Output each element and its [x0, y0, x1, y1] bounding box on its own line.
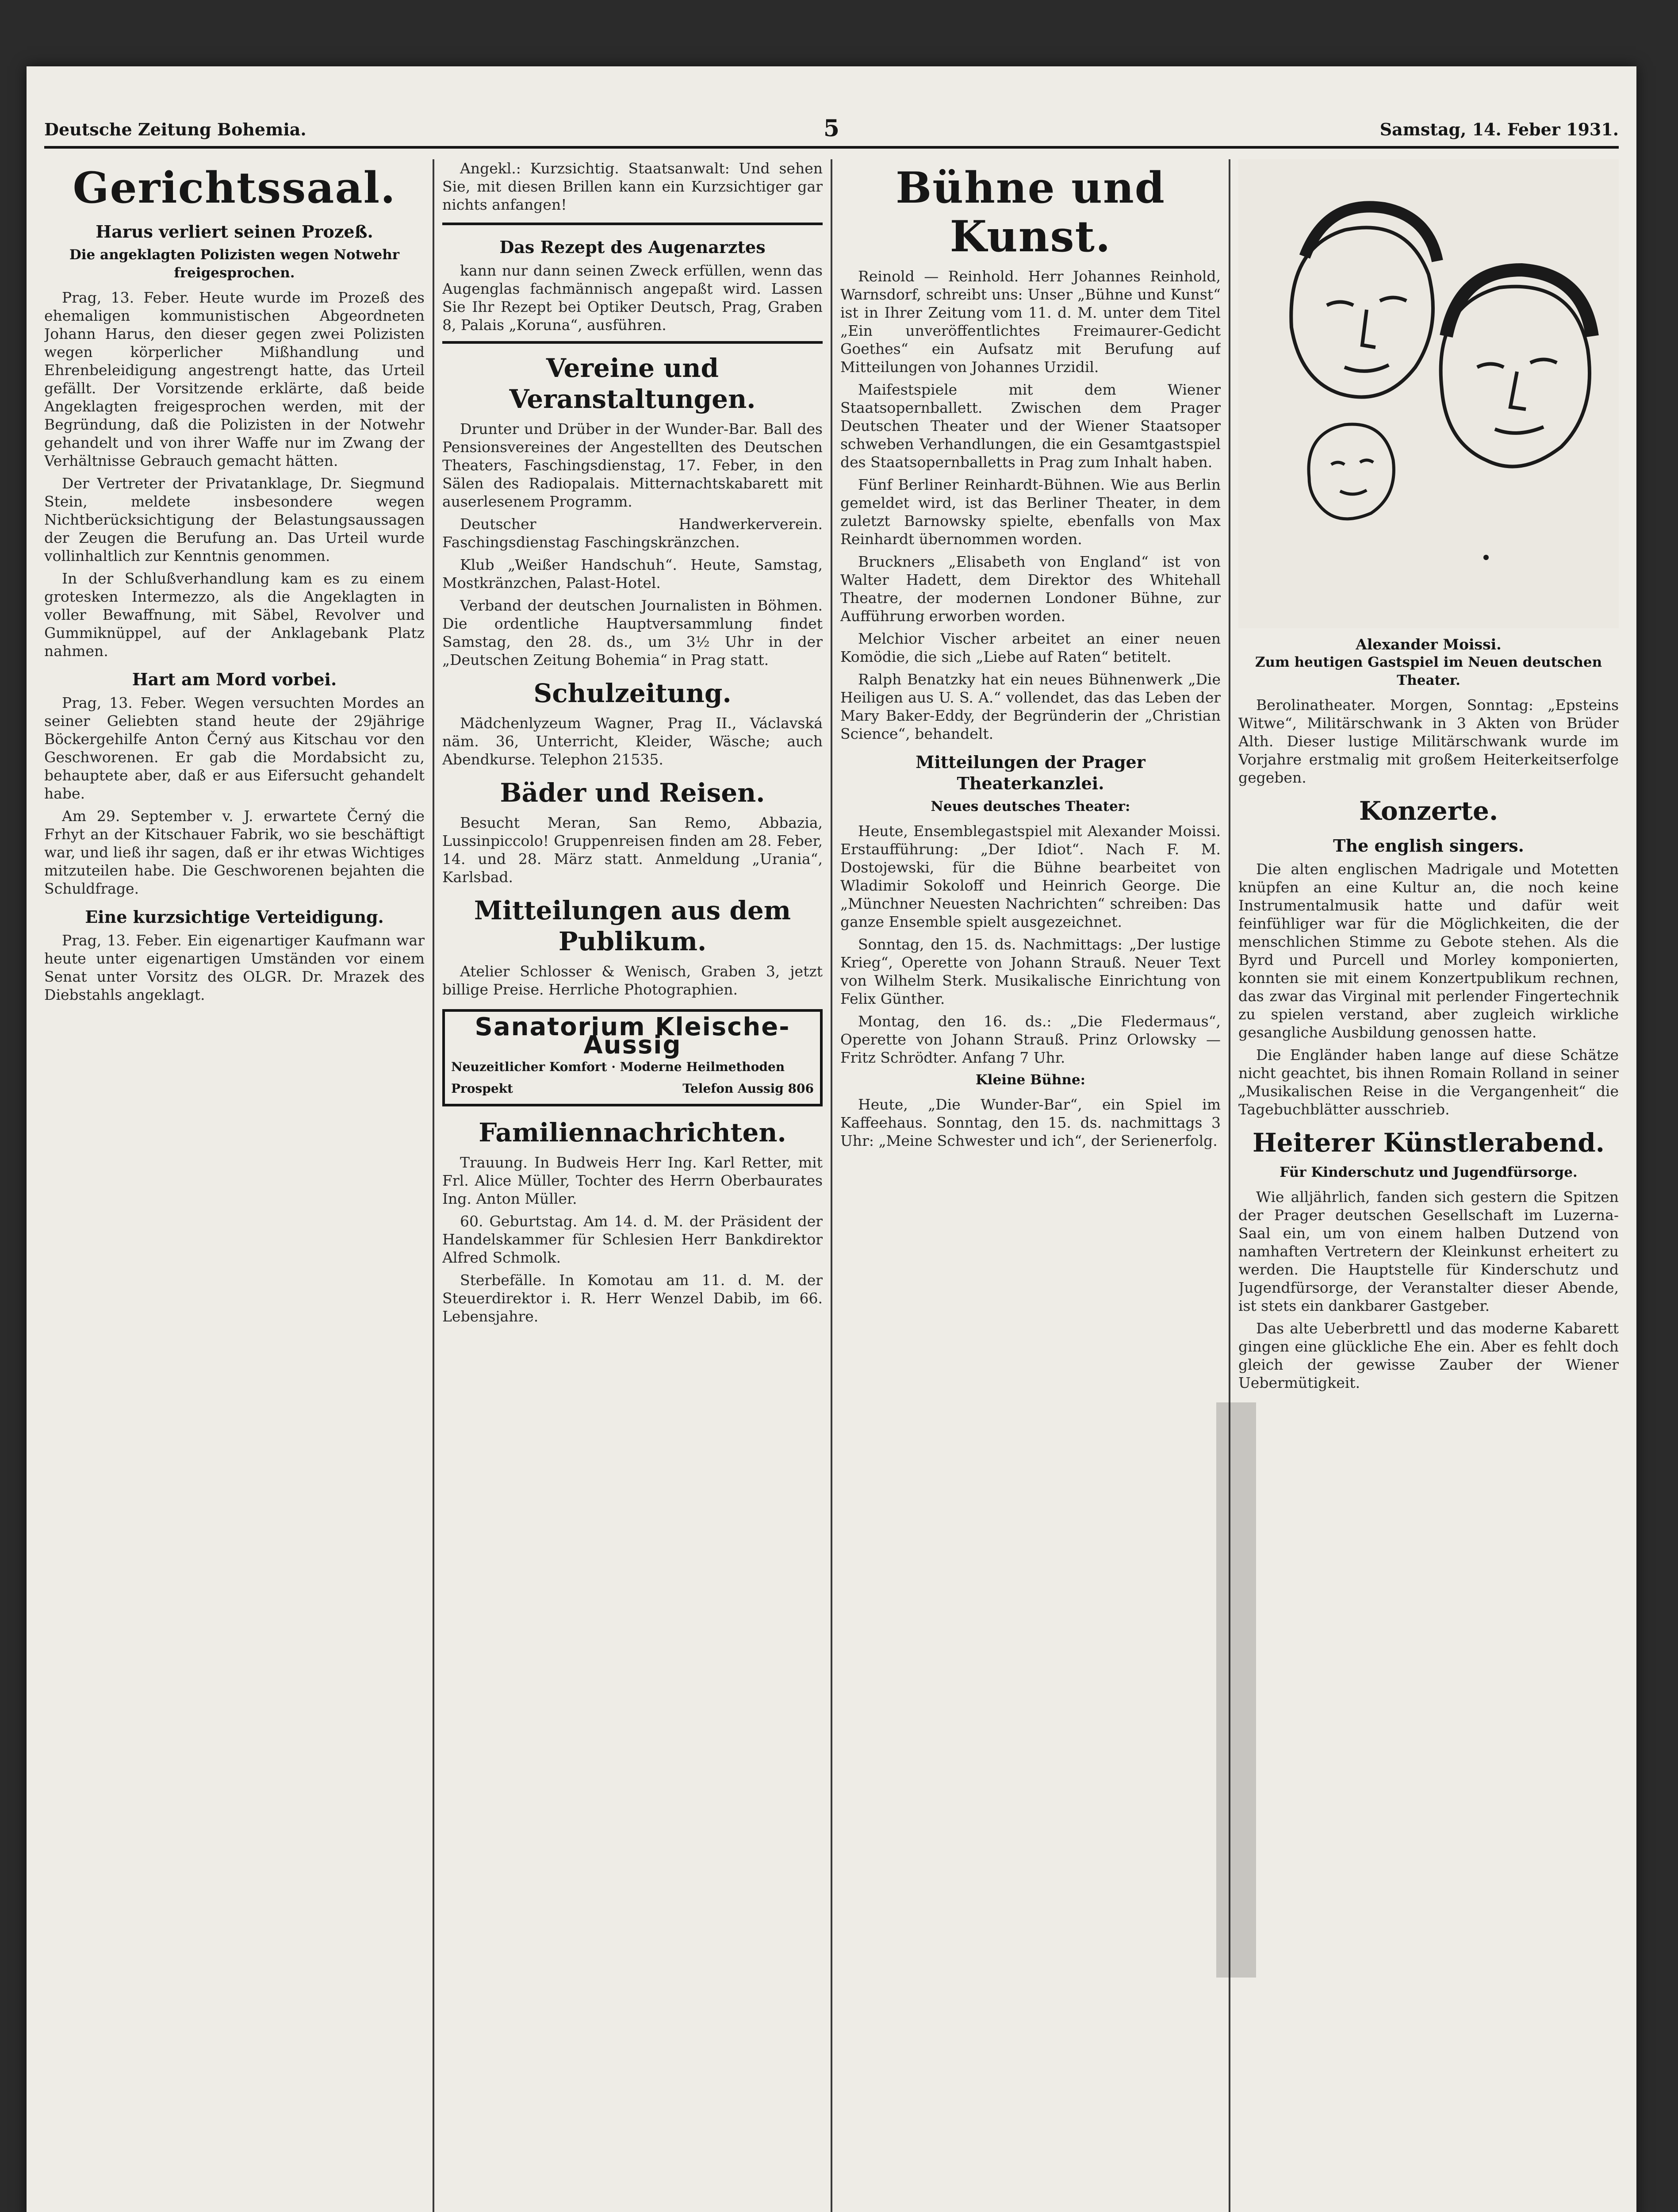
article-paragraph: Klub „Weißer Handschuh“. Heute, Samstag, Mostkränzchen, Palast-Hotel.	[442, 556, 823, 591]
article-paragraph: Ralph Benatzky hat ein neues Bühnenwerk „Die Heiligen aus U. S. A.“ vollendet, das das Leben der Mary Baker-Eddy, der Begründerin der „Christian Science“, behandelt.	[840, 671, 1221, 742]
article-paragraph: Wie alljährlich, fanden sich gestern die Spitzen der Prager deutschen Gesellschaft im Luzerna-Saal ein, um von einem halben Dutzend von namhaften Vertretern der Kleinkunst erheitert zu werden. Die Hauptstelle für Kinderschutz und Jugendfürsorge, der Veranstalter dieser Abende, ist stets ein dankbarer Gastgeber.	[1238, 1188, 1619, 1314]
section-title-gerichtssaal: Gerichtssaal.	[73, 163, 396, 213]
article-paragraph: 60. Geburtstag. Am 14. d. M. der Präsident der Handelskammer für Schlesien Herr Bankdirektor Alfred Schmolk.	[442, 1213, 823, 1266]
optiker-notice	[442, 223, 823, 344]
article-paragraph: Sonntag, den 15. ds. Nachmittags: „Der lustige Krieg“, Operette von Johann Strauß. Neuer Text von Wilhelm Sterk. Musikalische Einrichtung von Felix Günther.	[840, 936, 1221, 1007]
article-paragraph: Prag, 13. Feber. Wegen versuchten Mordes an seiner Geliebten stand heute der 29jährige Böckergehilfe Anton Černý aus Kitschau vor den Geschworenen. Er gab die Mordabsicht zu, behauptete aber, daß er aus Eifersucht gehandelt habe.	[44, 694, 425, 802]
issue-date: Samstag, 14. Feber 1931.	[1379, 119, 1619, 139]
article-paragraph: Prag, 13. Feber. Ein eigenartiger Kaufmann war heute unter eigenartigen Umständen vor einem Senat unter Vorsitz des OLGR. Dr. Mrazek des Diebstahls angeklagt.	[44, 932, 425, 1003]
article-paragraph: Melchior Vischer arbeitet an einer neuen Komödie, die sich „Liebe auf Raten“ betitelt.	[840, 630, 1221, 665]
article-paragraph: Das alte Ueberbrettl und das moderne Kabarett gingen eine glückliche Ehe ein. Aber es fehlt doch gleich der gewisse Zauber der Wiener Uebermütigkeit.	[1238, 1320, 1619, 1391]
column-2	[442, 159, 823, 2212]
article-paragraph: Maifestspiele mit dem Wiener Staatsopernballett. Zwischen dem Prager Deutschen Theater und der Wiener Staatsoper schweben Verhandlungen, die ein Gesamtgastspiel des Staatsopernballetts in Prag zum Inhalt haben.	[840, 381, 1221, 471]
article-paragraph: Besucht Meran, San Remo, Abbazia, Lussinpiccolo! Gruppenreisen finden am 28. Feber, 14. und 28. März statt. Anmeldung „Urania“, Karlsbad.	[442, 814, 823, 886]
article-title: Hart am Mord vorbei.	[132, 669, 337, 689]
article-title: The english singers.	[1333, 836, 1524, 856]
article-paragraph: Berolinatheater. Morgen, Sonntag: „Epsteins Witwe“, Militärschwank in 3 Akten von Brüder Alth. Dieser lustige Militärschwank wurde im Vorjahre erstmalig mit großem Heiterkeitserfolge gegeben.	[1238, 696, 1619, 786]
article-paragraph: Trauung. In Budweis Herr Ing. Karl Retter, mit Frl. Alice Müller, Tochter des Herrn Oberbaurates Ing. Anton Müller.	[442, 1154, 823, 1207]
article-paragraph: Angekl.: Kurzsichtig. Staatsanwalt: Und sehen Sie, mit diesen Brillen kann ein Kurzsichtiger gar nichts anfangen!	[442, 160, 823, 213]
article-subtitle: Die angeklagten Polizisten wegen Notwehr freigesprochen.	[69, 247, 400, 281]
sanatorium-advertisement	[442, 1009, 823, 1106]
paper-name: Deutsche Zeitung Bohemia.	[44, 119, 306, 139]
ad-slogan: Neuzeitlicher Komfort · Moderne Heilmethoden	[451, 1060, 785, 1074]
article-paragraph: Mädchenlyzeum Wagner, Prag II., Václavská näm. 36, Unterricht, Kleider, Wäsche; auch Abendkurse. Telephon 21535.	[442, 714, 823, 768]
article-title: Eine kurzsichtige Verteidigung.	[85, 907, 384, 927]
article-paragraph: Die Engländer haben lange auf diese Schätze nicht geachtet, bis ihnen Romain Rolland in seiner „Musikalischen Reise in die Vergangenheit“ die Tagebuchblätter ausschrieb.	[1238, 1046, 1619, 1118]
article-paragraph: Bruckners „Elisabeth von England“ ist von Walter Hadett, dem Direktor des Whitehall Theatre, der modernen Londoner Bühne, zur Aufführung erworben worden.	[840, 553, 1221, 625]
article-paragraph: Sterbefälle. In Komotau am 11. d. M. der Steuerdirektor i. R. Herr Wenzel Dabib, im 66. Lebensjahre.	[442, 1271, 823, 1325]
section-title-baeder: Bäder und Reisen.	[500, 778, 765, 808]
article-paragraph: Prag, 13. Feber. Heute wurde im Prozeß des ehemaligen kommunistischen Abgeordneten Johann Harus, den dieser gegen zwei Polizisten wegen körperlicher Mißhandlung und Ehrenbeleidigung angestrengt hatte, das Urteil gefällt. Der Vorsitzende erklärte, daß beide Angeklagten freigesprochen werden, mit der Begründung, daß die Polizisten in der Notwehr gehandelt und von ihrer Waffe nur im Zwang der Verhältnisse Gebrauch gemacht hätten.	[44, 289, 425, 469]
theater-notice-title: Mitteilungen der Prager Theaterkanzlei.	[916, 752, 1145, 793]
section-title-heiter: Heiterer Künstlerabend.	[1253, 1128, 1605, 1158]
article-paragraph: Der Vertreter der Privatanklage, Dr. Siegmund Stein, meldete insbesondere wegen Nichtberücksichtigung der Belastungsaussagen der Zeugen die Berufung an. Das Urteil wurde vollinhaltlich zur Kenntnis genommen.	[44, 475, 425, 565]
section-title-mitteilungen: Mitteilungen aus dem Publikum.	[474, 895, 791, 956]
print-smudge	[1216, 1402, 1256, 1978]
article-paragraph: Die alten englischen Madrigale und Motetten knüpfen an eine Kultur an, die noch keine Instrumentalmusik hatte und dafür weit feinfühliger war für die Möglichkeiten, die der menschlichen Stimme zu Gebote stehen. Als die Byrd und Purcell und Morley komponierten, konnten sie mit einem Konzertpublikum rechnen, das zwar das Virginal mit perlender Fingertechnik zu spielen verstand, aber zugleich wirkliche gesangliche Ausbildung genossen hatte.	[1238, 860, 1619, 1041]
article-subtitle: Für Kinderschutz und Jugendfürsorge.	[1280, 1164, 1578, 1180]
column-1	[44, 159, 425, 2212]
article-paragraph: Deutscher Handwerkerverein. Faschingsdienstag Faschingskränzchen.	[442, 515, 823, 551]
article-paragraph: Montag, den 16. ds.: „Die Fledermaus“, Operette von Johann Strauß. Prinz Orlowsky — Fritz Schrödter. Anfang 7 Uhr.	[840, 1013, 1221, 1066]
portrait-caption: Alexander Moissi.	[1356, 636, 1502, 653]
portrait-sketch-icon	[1238, 159, 1619, 628]
section-title-konzerte: Konzerte.	[1359, 796, 1498, 826]
ad-name: Sanatorium Kleische-Aussig	[475, 1013, 790, 1060]
article-paragraph: Heute, „Die Wunder-Bar“, ein Spiel im Kaffeehaus. Sonntag, den 15. ds. nachmittags 3 Uhr: „Meine Schwester und ich“, der Serienerfolg.	[840, 1096, 1221, 1149]
article-paragraph: Drunter und Drüber in der Wunder-Bar. Ball des Pensionsvereines der Angestellten des Deutschen Theaters, Faschingsdienstag, 17. Feber, in den Sälen des Radiopalais. Mitternachtskabarett mit auserlesenem Programm.	[442, 420, 823, 510]
kleine-buehne-subtitle: Kleine Bühne:	[975, 1072, 1086, 1088]
ad-phone: Telefon Aussig 806	[682, 1081, 814, 1096]
article-title: Harus verliert seinen Prozeß.	[96, 222, 373, 242]
page-header	[44, 111, 1619, 149]
moissi-portrait-illustration	[1238, 159, 1619, 628]
theater-notice-subtitle: Neues deutsches Theater:	[931, 799, 1130, 814]
article-paragraph: In der Schlußverhandlung kam es zu einem grotesken Intermezzo, als die Angeklagten in voller Bewaffnung, mit Säbel, Revolver und Gummiknüppel, auf der Anklagebank Platz nahmen.	[44, 570, 425, 660]
column-3	[840, 159, 1221, 2212]
article-paragraph: Am 29. September v. J. erwartete Černý die Frhyt an der Kitschauer Fabrik, wo sie beschäftigt war, und ließ ihr sagen, daß er ihr etwas Wichtiges mitzuteilen habe. Die Geschworenen bejahten die Schuldfrage.	[44, 807, 425, 897]
article-paragraph: Heute, Ensemblegastspiel mit Alexander Moissi. Erstaufführung: „Der Idiot“. Nach F. M. Dostojewski, für die Bühne bearbeitet von Wladimir Sokoloff und Heinrich George. Die „Münchner Neuesten Nachrichten“ schreiben: Das ganze Ensemble spielt ausgezeichnet.	[840, 822, 1221, 930]
article-paragraph: Atelier Schlosser & Wenisch, Graben 3, jetzt billige Preise. Herrliche Photographien.	[442, 963, 823, 998]
section-title-vereine: Vereine und Veranstaltungen.	[509, 353, 756, 414]
section-title-familie: Familiennachrichten.	[479, 1118, 786, 1148]
article-paragraph: Fünf Berliner Reinhardt-Bühnen. Wie aus Berlin gemeldet wird, ist das Berliner Theater, in dem zuletzt Barnowsky spielte, ebenfalls von Max Reinhardt übernommen worden.	[840, 476, 1221, 548]
page-number: 5	[823, 115, 840, 142]
column-rule	[433, 159, 434, 2212]
portrait-subcaption: Zum heutigen Gastspiel im Neuen deutschen Theater.	[1255, 654, 1602, 688]
newspaper-page	[27, 66, 1636, 2212]
ad-prospekt: Prospekt	[451, 1081, 513, 1096]
column-rule	[831, 159, 832, 2212]
article-paragraph: Reinold — Reinhold. Herr Johannes Reinhold, Warnsdorf, schreibt uns: Unser „Bühne und Kunst“ ist in Ihrer Zeitung vom 11. d. M. unter dem Titel „Ein unveröffentlichtes Freimaurer-Gedicht Goethes“ ein Aufsatz mit Berufung auf Mitteilungen von Johannes Urzidil.	[840, 268, 1221, 376]
notice-text: kann nur dann seinen Zweck erfüllen, wenn das Augenglas fachmännisch angepaßt wird. Lassen Sie Ihr Rezept bei Optiker Deutsch, Prag, Graben 8, Palais „Koruna“, ausführen.	[442, 262, 823, 334]
notice-title: Das Rezept des Augenarztes	[499, 237, 766, 257]
section-title-buehne: Bühne und Kunst.	[896, 163, 1165, 261]
article-paragraph: Verband der deutschen Journalisten in Böhmen. Die ordentliche Hauptversammlung findet Samstag, den 28. ds., um 3½ Uhr in der „Deutschen Zeitung Bohemia“ in Prag statt.	[442, 597, 823, 668]
section-title-schulzeitung: Schulzeitung.	[533, 678, 732, 708]
column-4	[1238, 159, 1619, 2212]
